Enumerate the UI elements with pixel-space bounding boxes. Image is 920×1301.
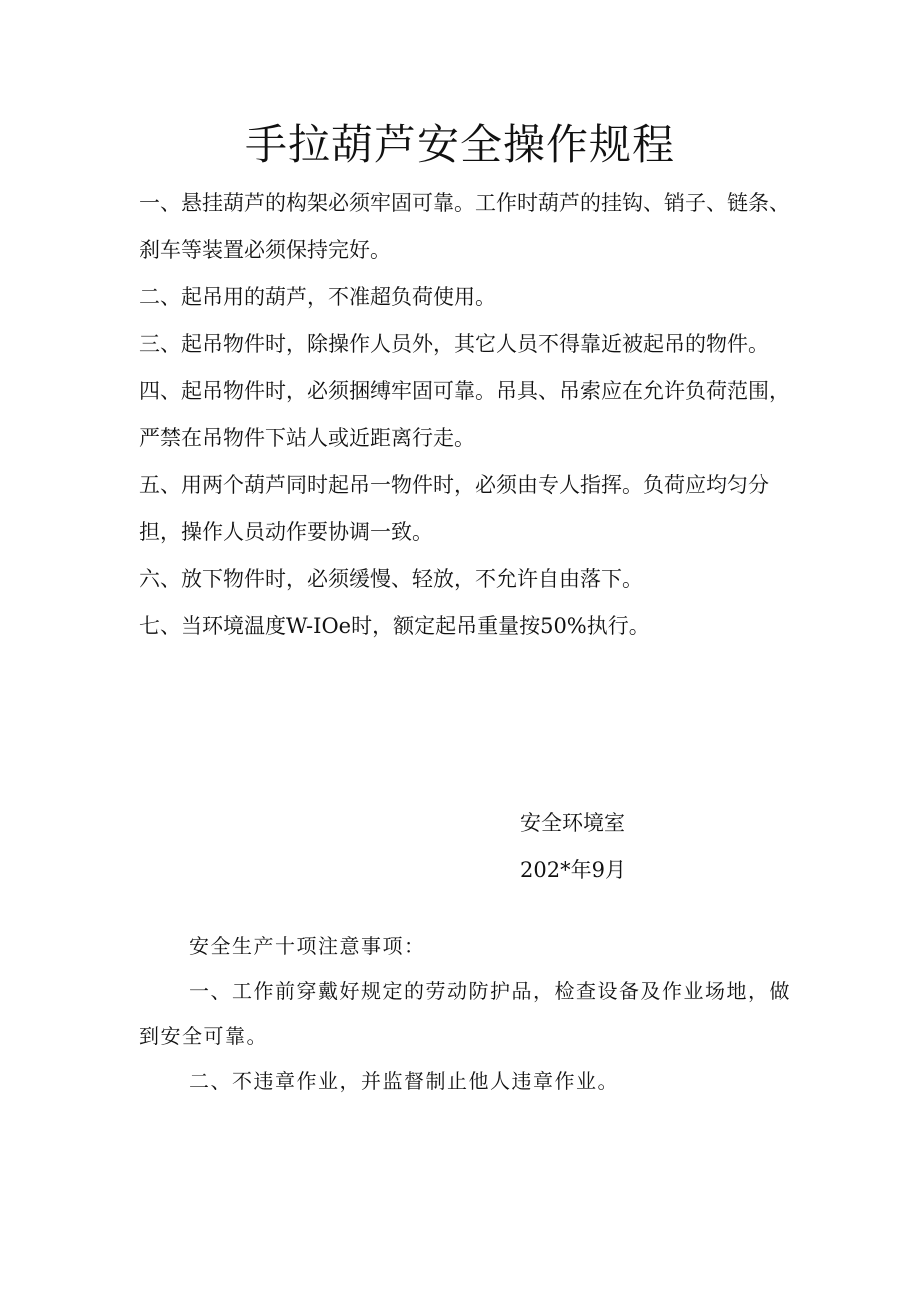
rule-item-7: 七、当环境温度W-IOe时，额定起吊重量按50%执行。 [139, 614, 650, 638]
document-title: 手拉葫芦安全操作规程 [244, 120, 675, 169]
rule-item-6: 六、放下物件时，必须缓慢、轻放，不允许自由落下。 [139, 567, 643, 591]
safety-note-item-1: 一、工作前穿戴好规定的劳动防护品，检查设备及作业场地，做到安全可靠。 [139, 979, 791, 1048]
rule-item-5: 五、用两个葫芦同时起吊一物件时，必须由专人指挥。负荷应均匀分担，操作人员动作要协调一致。 [139, 473, 769, 544]
rule-item-4: 四、起吊物件时，必须捆缚牢固可靠。吊具、吊索应在允许负荷范围，严禁在吊物件下站人或近距离行走。 [139, 379, 790, 450]
signature-date: 202*年9月 [520, 858, 626, 882]
rule-item-1: 一、悬挂葫芦的构架必须牢固可靠。工作时葫芦的挂钩、销子、链条、刹车等装置必须保持完好。 [139, 191, 790, 262]
rule-item-2: 二、起吊用的葫芦，不准超负荷使用。 [139, 285, 496, 309]
safety-notes-section [139, 924, 799, 1104]
rules-list [139, 180, 809, 650]
rule-item-3: 三、起吊物件时，除操作人员外，其它人员不得靠近被起吊的物件。 [139, 332, 769, 356]
signature-department: 安全环境室 [520, 811, 625, 835]
safety-note-item-2: 二、不违章作业，并监督制止他人违章作业。 [189, 1069, 619, 1093]
safety-notes-heading: 安全生产十项注意事项： [189, 934, 426, 958]
